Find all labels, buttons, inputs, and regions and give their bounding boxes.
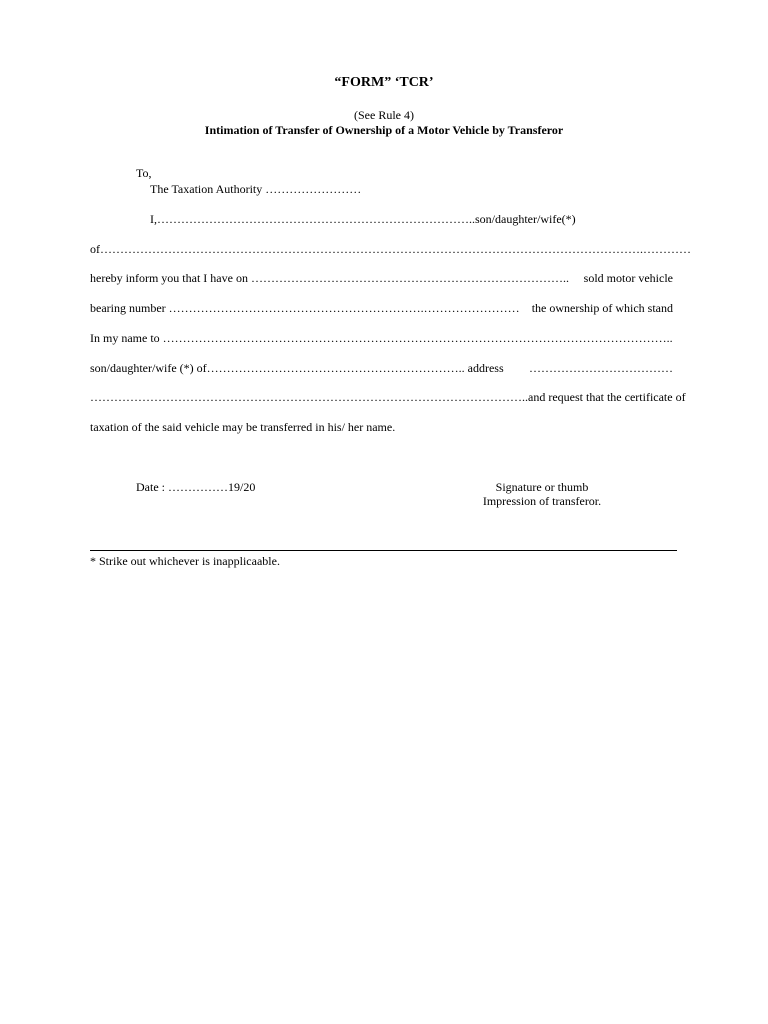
name-line: In my name to ……………………………………………………………………………………………………………….. — [90, 331, 673, 345]
form-heading: Intimation of Transfer of Ownership of a Motor Vehicle by Transferor — [204, 123, 564, 137]
taxation-line: taxation of the said vehicle may be transferred in his/ her name. — [90, 420, 396, 434]
request-line — [90, 390, 686, 404]
signature-label-line1: Signature or thumb — [495, 480, 589, 494]
salutation-to: To, — [136, 166, 152, 180]
request-line-right: and request that the certificate of — [528, 390, 686, 404]
relation-line-left: son/daughter/wife (*) of……………………………………………………….. address — [90, 361, 504, 375]
bearing-line-left: bearing number ……………………………………………………….…………………… — [90, 301, 520, 315]
bearing-line-right: the ownership of which stand — [531, 301, 673, 315]
request-line-left: ……………………………………………………………………………………………….. — [90, 390, 528, 404]
inform-line — [90, 271, 673, 285]
of-line: of……………………………………………………………………………………………………………………….………… — [90, 242, 691, 256]
inform-line-left: hereby inform you that I have on …………………………………………………………………….. — [90, 271, 569, 285]
footnote: * Strike out whichever is inapplicaable. — [90, 554, 280, 568]
authority-line: The Taxation Authority …………………… — [150, 182, 362, 196]
relation-line-right: ……………………………… — [529, 361, 673, 375]
bearing-line — [90, 301, 673, 315]
form-title: “FORM” ‘TCR’ — [334, 75, 434, 90]
date-field: Date : ……………19/20 — [136, 480, 256, 494]
footnote-divider — [90, 550, 677, 551]
declarant-line: I,……………………………………………………………………..son/daughter/wife(*) — [150, 212, 576, 226]
relation-line — [90, 361, 673, 375]
rule-reference: (See Rule 4) — [354, 108, 414, 122]
signature-label-line2: Impression of transferor. — [482, 494, 602, 508]
inform-line-right: sold motor vehicle — [583, 271, 673, 285]
